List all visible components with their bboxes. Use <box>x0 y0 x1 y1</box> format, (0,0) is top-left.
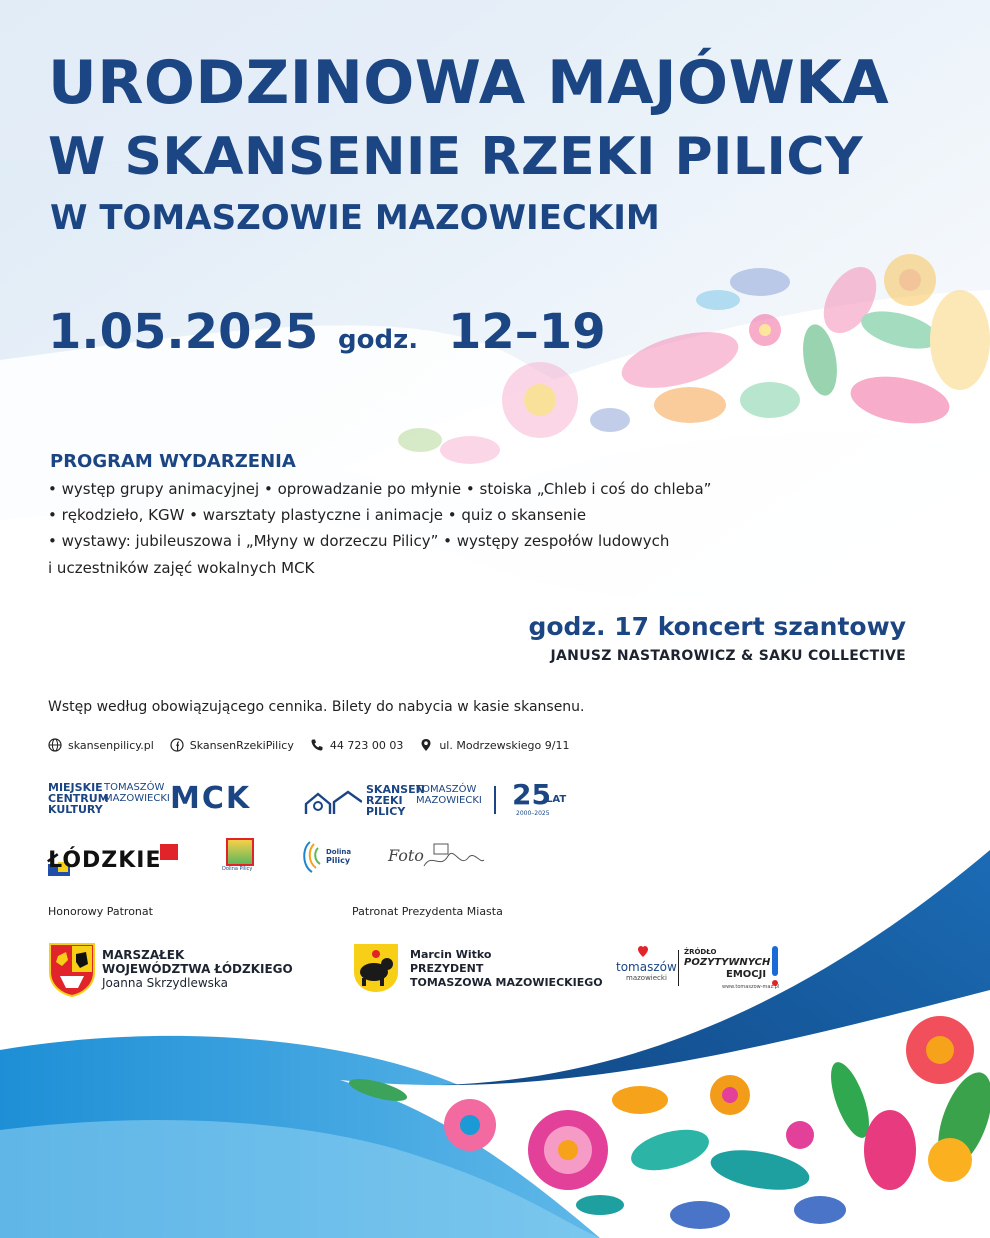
lodzkie-coat-of-arms-icon <box>48 942 96 998</box>
mck-logo <box>48 782 266 818</box>
lodzkie-text: ŁÓDZKIE <box>48 848 162 873</box>
program-heading: PROGRAM WYDARZENIA <box>50 451 296 472</box>
president-patronage-label: Patronat Prezydenta Miasta <box>352 905 503 918</box>
foto-text: Foto <box>388 846 424 865</box>
marshal-title-line2: WOJEWÓDZTWA ŁÓDZKIEGO <box>102 962 293 976</box>
program-line: i uczestników zajęć wokalnych MCK <box>48 559 315 577</box>
anniversary-suffix: LAT <box>546 794 567 805</box>
zrodlo-line3: EMOCJI <box>726 969 767 980</box>
dolina-swirl-icon <box>300 840 322 874</box>
anniversary-years: 2000–2025 <box>516 810 550 817</box>
phone-text: 44 723 00 03 <box>329 738 404 752</box>
anniversary-logo <box>512 780 572 822</box>
contact-phone[interactable] <box>310 738 403 752</box>
marshal-title-line1: MARSZAŁEK <box>102 948 185 962</box>
address-text: ul. Modrzewskiego 9/11 <box>439 738 570 752</box>
contact-website[interactable] <box>48 738 154 752</box>
zrodlo-url: www.tomaszow-maz.pl <box>722 984 780 990</box>
zrodlo-line1: ŹRÓDŁO <box>684 948 717 956</box>
lodzkie-logo <box>48 842 180 876</box>
exclamation-bar <box>772 946 778 976</box>
mck-line1: MIEJSKIE <box>48 781 103 794</box>
concert-title: godz. 17 koncert szantowy <box>528 612 906 641</box>
foto-signature-icon <box>422 842 486 874</box>
skansen-line3: PILICY <box>366 805 406 818</box>
mck-city1: TOMASZÓW <box>104 782 165 793</box>
tomaszow-coat-of-arms-icon <box>352 942 400 994</box>
event-title-line2: W SKANSENIE RZEKI PILICY <box>48 127 864 187</box>
zrodlo-line2: POZYTYWNYCH <box>684 957 771 968</box>
entry-info: Wstęp według obowiązującego cennika. Bilety do nabycia w kasie skansenu. <box>48 699 585 715</box>
event-date: 1.05.2025 <box>48 304 319 360</box>
event-title-line1: URODZINOWA MAJÓWKA <box>48 48 890 118</box>
tomaszow-divider <box>678 950 679 986</box>
globe-icon <box>48 738 62 752</box>
skansen-line1: SKANSEN <box>366 783 425 796</box>
president-name: Marcin Witko <box>410 948 492 961</box>
tomaszow-city-name: tomaszów <box>616 960 677 974</box>
facebook-icon <box>170 738 184 752</box>
event-title-line3: W TOMASZOWIE MAZOWIECKIM <box>50 198 660 238</box>
logo-divider <box>494 786 496 814</box>
phone-icon <box>310 738 324 752</box>
mck-line2: CENTRUM <box>48 792 109 805</box>
program-line: • wystawy: jubileuszowa i „Młyny w dorzeczu Pilicy” • występy zespołów ludowych <box>48 532 670 550</box>
dolina-badge-text: Dolina Pilicy <box>222 866 253 872</box>
program-line: • rękodzieło, KGW • warsztaty plastyczne i animacje • quiz o skansenie <box>48 506 587 524</box>
foto-logo <box>388 840 488 876</box>
dolina-badge-icon <box>226 838 254 866</box>
dolina-pilicy-badge <box>222 838 256 876</box>
contact-address <box>419 738 569 752</box>
dolina-title: Dolina <box>326 848 352 856</box>
tomaszow-city-sub: mazowiecki <box>626 974 667 982</box>
hours-prefix: godz. <box>338 325 419 355</box>
website-text: skansenpilicy.pl <box>68 738 154 752</box>
lodzkie-red-block <box>160 844 178 860</box>
concert-performers: JANUSZ NASTAROWICZ & SAKU COLLECTIVE <box>550 648 906 664</box>
skansen-logo <box>304 782 494 818</box>
mck-mark: MCK <box>170 781 252 816</box>
contact-facebook[interactable] <box>170 738 294 752</box>
skansen-mill-icon <box>304 788 362 816</box>
mck-line3: KULTURY <box>48 803 103 816</box>
contact-row <box>48 738 585 752</box>
anniversary-number: 25 <box>512 778 551 811</box>
mck-city2: MAZOWIECKI <box>104 793 170 804</box>
honorary-patronage-label: Honorowy Patronat <box>48 905 153 918</box>
president-title-line1: PREZYDENT <box>410 962 484 975</box>
skansen-city2: MAZOWIECKI <box>416 795 482 806</box>
dolina-sub: Pilicy <box>326 856 351 865</box>
tomaszow-city-logo <box>614 946 784 994</box>
facebook-text: SkansenRzekiPilicy <box>189 738 294 752</box>
skansen-city1: TOMASZÓW <box>416 784 477 795</box>
marshal-name: Joanna Skrzydlewska <box>102 976 229 990</box>
dolina-pilicy-logo <box>300 840 360 876</box>
program-line: • występ grupy animacyjnej • oprowadzanie po młynie • stoiska „Chleb i coś do chleba” <box>48 480 712 498</box>
president-title-line2: TOMASZOWA MAZOWIECKIEGO <box>410 976 603 989</box>
skansen-line2: RZEKI <box>366 794 403 807</box>
location-pin-icon <box>419 738 433 752</box>
heart-pin-icon <box>638 946 648 958</box>
event-hours: 12–19 <box>448 304 606 360</box>
